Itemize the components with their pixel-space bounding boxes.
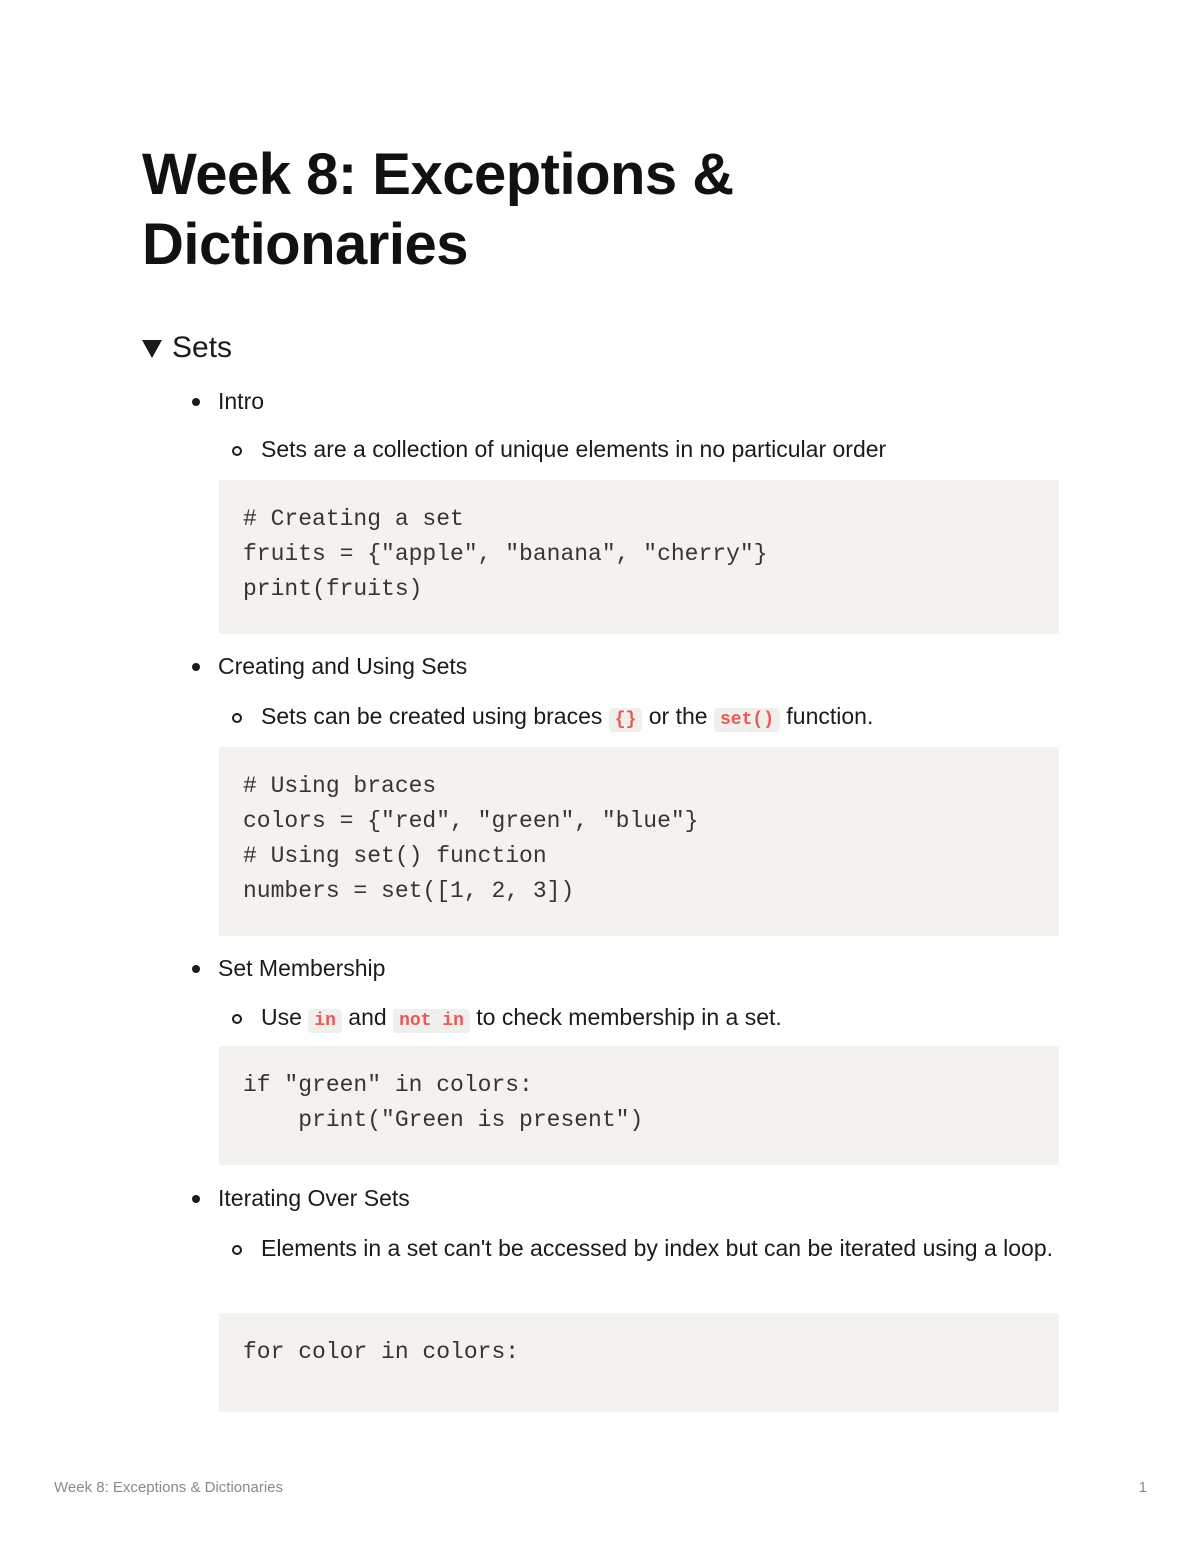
bullet-icon	[192, 965, 200, 973]
sub-list-item: Sets are a collection of unique elements in no particular order	[261, 436, 887, 462]
text-run: or the	[642, 703, 714, 729]
bullet-icon	[192, 1195, 200, 1203]
text-run: Use	[261, 1004, 309, 1030]
list-item-intro: Intro	[218, 388, 265, 414]
hollow-bullet-icon	[232, 1245, 242, 1255]
text-run: to check membership in a set.	[469, 1004, 782, 1030]
text-run: function.	[780, 703, 874, 729]
text-run: and	[341, 1004, 394, 1030]
hollow-bullet-icon	[232, 446, 242, 456]
page-number: 1	[1138, 1479, 1147, 1496]
toggle-heading-sets[interactable]	[142, 328, 232, 368]
code-text: # Creating a set fruits = {"apple", "banana", "cherry"} print(fruits)	[243, 506, 768, 602]
inline-code: {}	[609, 708, 643, 732]
triangle-down-icon[interactable]	[142, 340, 162, 358]
list-item-set-membership: Set Membership	[218, 955, 386, 981]
hollow-bullet-icon	[232, 1014, 242, 1024]
code-block	[219, 1046, 1059, 1165]
inline-code: set()	[714, 708, 780, 732]
text-run: Sets can be created using braces	[261, 703, 609, 729]
sub-list-item: Elements in a set can't be accessed by index but can be iterated using a loop.	[261, 1235, 1053, 1261]
list-item-creating-sets: Creating and Using Sets	[218, 653, 468, 679]
bullet-icon	[192, 398, 200, 406]
inline-code: in	[308, 1009, 342, 1033]
code-block	[219, 747, 1059, 936]
code-text: for color in colors:	[243, 1339, 520, 1365]
list-item-iterating-sets: Iterating Over Sets	[218, 1185, 410, 1211]
code-block	[219, 480, 1059, 634]
footer-title: Week 8: Exceptions & Dictionaries	[54, 1479, 283, 1496]
page-title: Week 8: Exceptions & Dictionaries	[142, 142, 734, 277]
hollow-bullet-icon	[232, 713, 242, 723]
toggle-heading-label: Sets	[172, 331, 233, 364]
bullet-icon	[192, 663, 200, 671]
code-text: # Using braces colors = {"red", "green", "blue"} # Using set() function numbers = set([1, 2, 3])	[243, 773, 699, 904]
code-block	[219, 1313, 1059, 1412]
inline-code: not in	[393, 1009, 470, 1033]
code-text: if "green" in colors: print("Green is present")	[243, 1072, 644, 1133]
sub-list-item	[261, 699, 1061, 738]
sub-list-item	[261, 1000, 1061, 1039]
